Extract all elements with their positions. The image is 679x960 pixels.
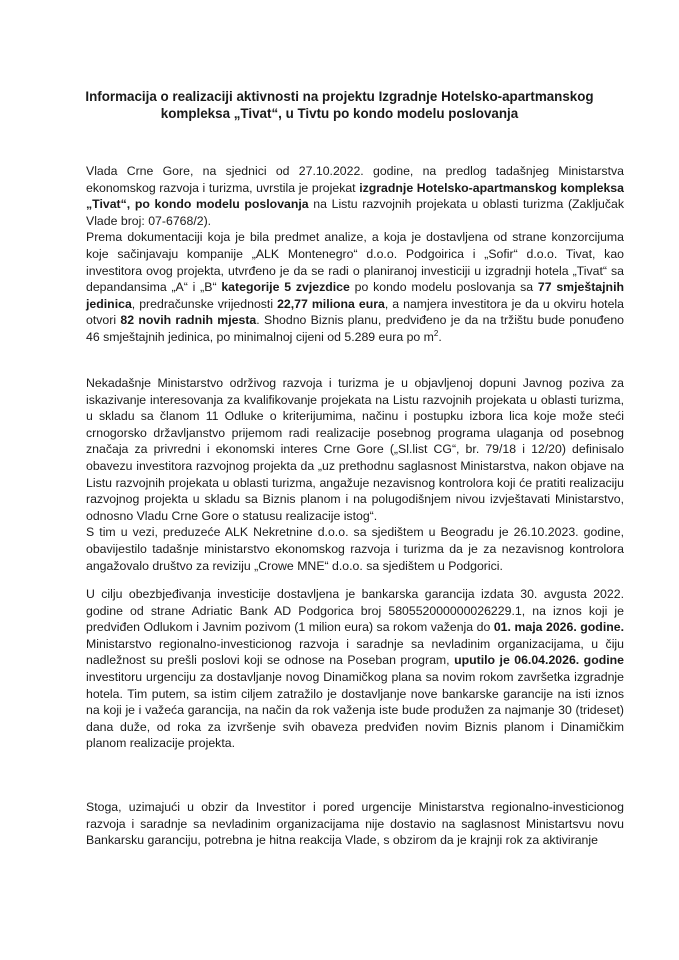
paragraph-government-decision (86, 163, 624, 346)
text-run: S tim u vezi, preduzeće ALK Nekretnine d.o.o. sa sjedištem u Beogradu je 26.10.2023. godine, obavijestilo tadašnje ministarstvo ekonomskog razvoja i turizma da je za nezavisnog kontrolora angažovalo društvo za reviziju „Crowe MNE“ d.o.o. sa sjedištem u Podgorici. (86, 525, 624, 573)
title-line-1: Informacija o realizaciji aktivnosti na projektu Izgradnje Hotelsko-apartmanskog (85, 89, 594, 104)
bold-guarantee-date: 01. maja 2026. godine. (493, 620, 624, 635)
text-run: . (438, 329, 442, 344)
text-run: , predračunske vrijednosti (131, 296, 278, 311)
text-run: po kondo modelu poslovanja sa (349, 280, 538, 295)
text-run: . Shodno Biznis planu, predviđeno je da na tržištu bude ponuđeno 46 smještajnih jedinica, po minimalnoj cijeni od 5.289 eura po m (86, 313, 624, 344)
text-run: Prema dokumentaciji koja je bila predmet analize, a koja je dostavljena od strane konzorcijuma koje sačinjavaju kompanije „ALK Montenegro“ d.o.o. Podgoirica i „Sofir“ d.o.o. Tivat, kao investitora ovog projekta, utvrđeno je da se radi o planiranoj investiciji u izgradnji hotela „Tivat“ sa depandansima „A“ i „B“ (86, 230, 624, 295)
bold-value: 22,77 miliona eura (277, 296, 385, 311)
text-run: Ministarstvo regionalno-investicionog razvoja i saradnje sa nevladinim organizacijama, u čiju nadležnost su prešli poslovi koji se odnose na Poseban program, (86, 636, 624, 668)
bold-units: 77 smještajnih jedinica (86, 280, 624, 311)
superscript: 2 (433, 328, 439, 338)
document-title (60, 88, 619, 122)
text-run: Stoga, uzimajući u obzir da Investitor i pored urgencije Ministarstva regionalno-investicionog razvoja i saradnje sa nevladinim organizacijama nije dostavio na saglasnost Ministartsvu novu Bankarsku garanciju, potrebna je hitna reakcija Vlade, s obzirom da je krajnji rok za aktiviranje (86, 800, 624, 848)
text-run: , a namjera investitora je da u okviru hotela otvori (86, 296, 624, 328)
text-run: Vlada Crne Gore, na sjednici od 27.10.2022. godine, na predlog tadašnjeg Ministarstva ekonomskog razvoja i turizma, uvrstila je projekat (86, 164, 624, 195)
title-line-2: kompleksa „Tivat“, u Tivtu po kondo modelu poslovanja (160, 106, 519, 121)
text-run: investitoru urgenciju za dostavljanje novog Dinamičkog plana sa novim rokom završetka izgradnje hotela. Tim putem, sa istim ciljem zatražilo je dostavljanje nove bankarske garancije na isti iznos na koji je i važeća garancija, na način da rok važenja iste bude produžen za najmanje 30 (trideset) dana duže, od roka za izvršenje svih obaveza predviđen novim Biznis planom i Dinamičkim planom realizacije projekta. (86, 669, 624, 751)
text-run: na Listu razvojnih projekata u oblasti turizma (Zaključak Vlade broj: 07-6768/2). (86, 197, 624, 228)
text-run: Nekadašnje Ministarstvo održivog razvoja i turizma je u objavljenoj dopuni Javnog poziva za iskazivanje interesovanja za kvalifikovanje projekata na Listu razvojnih projekata u oblasti turizma, u skladu sa članom 11 Odluke o kriterijumima, načinu i postupku izbora lica koje može steći crnogorsko državljanstvo prijemom radi realizacije posebnog programa ulaganja od posebnog značaja za privredni i ekonomski interes Crne Gore („Sl.list CG“, br. 79/18 i 12/20) definisalo obavezu investitora razvojnog projekta da „uz prethodnu saglasnost Ministarstva, nakon objave na Listu razvojnih projekata u oblasti turizma, angažuje nezavisnog kontrolora koji će pratiti realizaciju razvojnog projekta u skladu sa Biznis planom i na polugodišnjem nivou izvještavati Ministarstvo, odnosno Vladu Crne Gore o statusu realizacije istog“. (86, 376, 624, 523)
text-run: U cilju obezbjeđivanja investicije dostavljena je bankarska garancija izdata 30. avgusta 2022. godine od strane Adriatic Bank AD Podgorica broj 580552000000026229.1, na iznos koji je predviđen Odlukom i Javnim pozivom (1 milion eura) sa rokom važenja do (86, 587, 624, 635)
bold-project-name: izgradnje Hotelsko-apartmanskog kompleksa „Tivat“, po kondo modelu poslovanja (86, 180, 624, 212)
paragraph-conclusion (86, 799, 624, 849)
paragraph-ministry-obligation (86, 375, 624, 574)
bold-jobs: 82 novih radnih mjesta (120, 313, 257, 328)
bold-category: kategorije 5 zvjezdice (221, 280, 350, 295)
bold-urgency-date: uputilo je 06.04.2026. godine (454, 653, 624, 668)
paragraph-bank-guarantee (86, 586, 624, 752)
